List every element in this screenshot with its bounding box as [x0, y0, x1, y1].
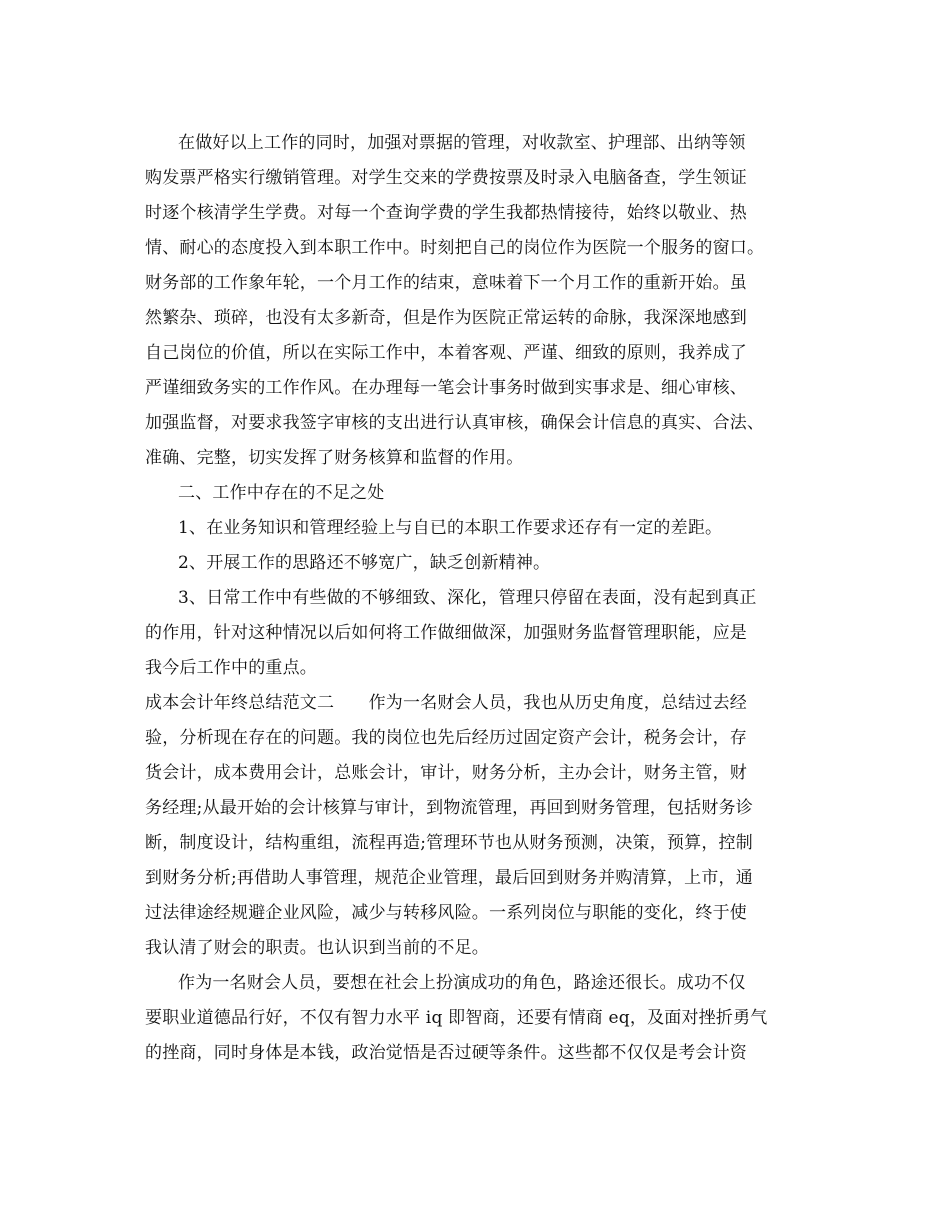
list-item: 1、在业务知识和管理经验上与自已的本职工作要求还存有一定的差距。	[178, 518, 723, 538]
text-line: 在做好以上工作的同时，加强对票据的管理，对收款室、护理部、出纳等领	[178, 133, 746, 153]
text-line: 作为一名财会人员，要想在社会上扮演成功的角色，路途还很长。成功不仅	[178, 973, 746, 993]
text-line: 务经理;从最开始的会计核算与审计，到物流管理，再回到财务管理，包括财务诊	[145, 798, 753, 818]
text-line: 情、耐心的态度投入到本职工作中。时刻把自己的岗位作为医院一个服务的窗口。	[145, 238, 765, 258]
text-line: 我今后工作中的重点。	[145, 658, 317, 678]
text-line: 的挫商，同时身体是本钱，政治觉悟是否过硬等条件。这些都不仅仅是考会计资	[145, 1043, 747, 1063]
text-line: 过法律途经规避企业风险，减少与转移风险。一系列岗位与职能的变化，终于使	[145, 903, 747, 923]
text-line: 验，分析现在存在的问题。我的岗位也先后经历过固定资产会计，税务会计，存	[145, 728, 747, 748]
text-line: 断，制度设计，结构重组，流程再造;管理环节也从财务预测，决策，预算，控制	[145, 833, 753, 853]
text-line: 时逐个核清学生学费。对每一个查询学费的学生我都热情接待，始终以敬业、热	[145, 203, 747, 223]
section-heading: 二、工作中存在的不足之处	[178, 483, 385, 503]
text-line: 准确、完整，切实发挥了财务核算和监督的作用。	[145, 448, 524, 468]
text-line: 要职业道德品行好，不仅有智力水平 iq 即智商，还要有情商 eq，及面对挫折勇气	[145, 1008, 768, 1028]
text-line: 货会计，成本费用会计，总账会计，审计，财务分析，主办会计，财务主管，财	[145, 763, 747, 783]
text-line: 我认清了财会的职责。也认识到当前的不足。	[145, 938, 489, 958]
text-line: 加强监督，对要求我签字审核的支出进行认真审核，确保会计信息的真实、合法、	[145, 413, 765, 433]
text-line: 然繁杂、琐碎，也没有太多新奇，但是作为医院正常运转的命脉，我深深地感到	[145, 308, 747, 328]
text-line: 的作用，针对这种情况以后如何将工作做细做深，加强财务监督管理职能，应是	[145, 623, 747, 643]
text-line: 到财务分析;再借助人事管理，规范企业管理，最后回到财务并购清算，上市，通	[145, 868, 753, 888]
text-line: 严谨细致务实的工作作风。在办理每一笔会计事务时做到实事求是、细心审核、	[145, 378, 747, 398]
text-line: 财务部的工作象年轮，一个月工作的结束，意味着下一个月工作的重新开始。虽	[145, 273, 747, 293]
text-line: 成本会计年终总结范文二 作为一名财会人员，我也从历史角度，总结过去经	[145, 693, 747, 713]
text-line: 购发票严格实行缴销管理。对学生交来的学费按票及时录入电脑备查，学生领证	[145, 168, 747, 188]
text-line: 自己岗位的价值，所以在实际工作中，本着客观、严谨、细致的原则，我养成了	[145, 343, 747, 363]
list-item: 2、开展工作的思路还不够宽广，缺乏创新精神。	[178, 553, 551, 573]
list-item: 3、日常工作中有些做的不够细致、深化，管理只停留在表面，没有起到真正	[178, 588, 757, 608]
